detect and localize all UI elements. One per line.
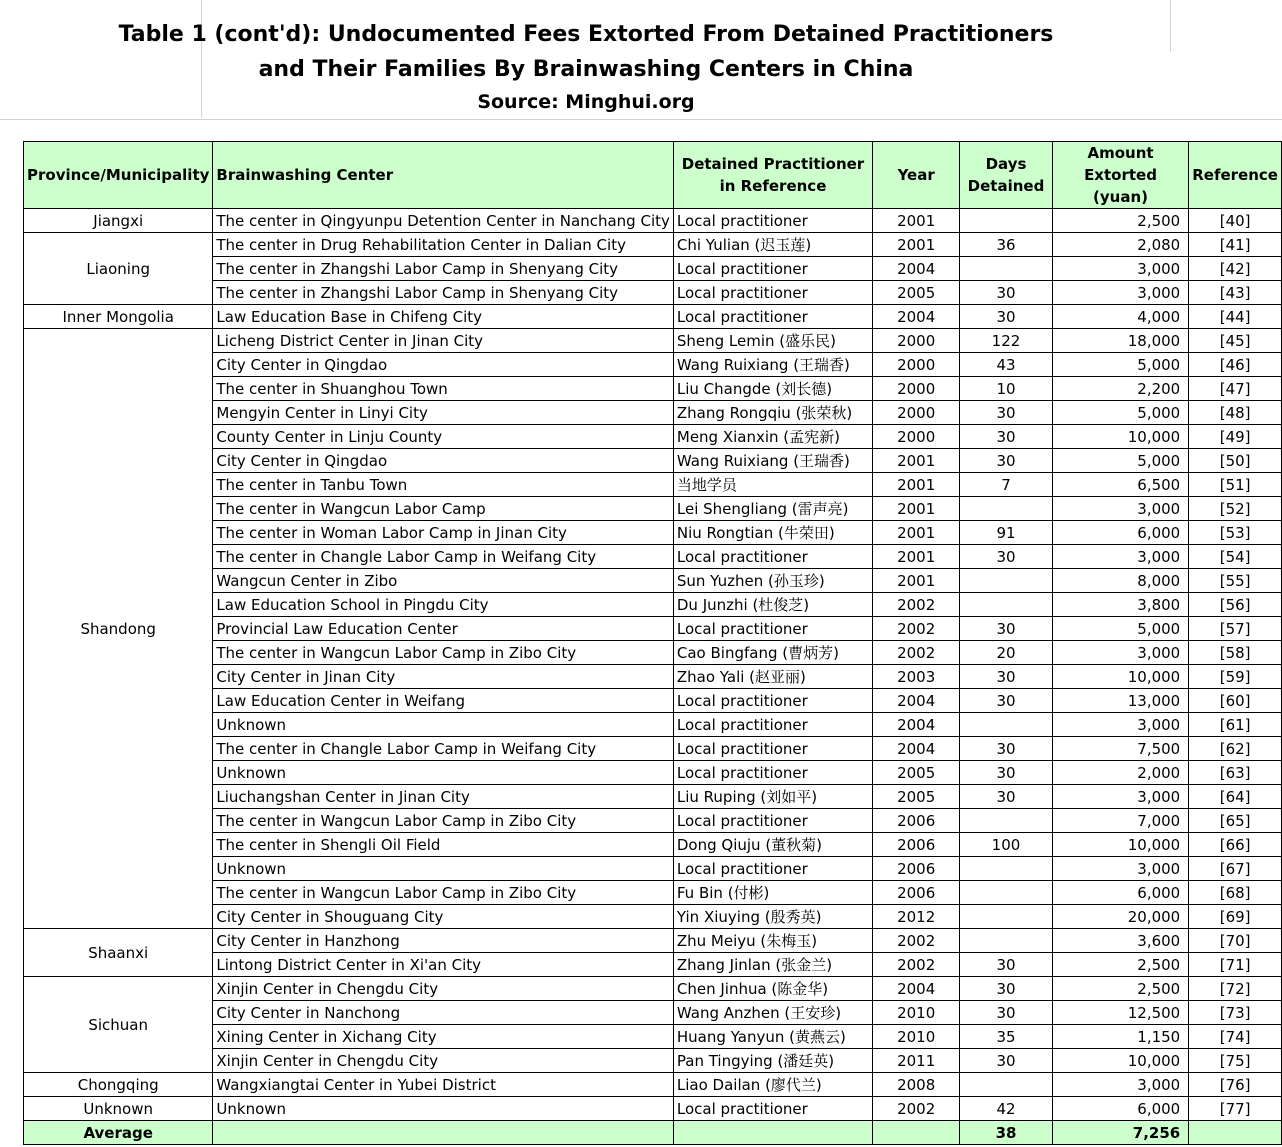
reference-cell: [63] [1189,761,1282,785]
center-cell: Xinjin Center in Chengdu City [213,977,673,1001]
days-cell: 30 [960,977,1053,1001]
table-row [24,425,1282,449]
table-row [24,377,1282,401]
center-cell: The center in Qingyunpu Detention Center in Nanchang City [213,209,673,233]
province-cell: Shandong [24,329,213,929]
year-cell: 2001 [873,449,960,473]
table-row [24,641,1282,665]
days-cell [960,593,1053,617]
center-cell: The center in Changle Labor Camp in Weifang City [213,737,673,761]
days-cell: 30 [960,665,1053,689]
practitioner-cell: Zhang Rongqiu (张荣秋) [673,401,872,425]
practitioner-cell: Sheng Lemin (盛乐民) [673,329,872,353]
province-cell: Jiangxi [24,209,213,233]
center-cell: City Center in Jinan City [213,665,673,689]
year-cell: 2000 [873,401,960,425]
table-row [24,329,1282,353]
practitioner-cell: Liu Changde (刘长德) [673,377,872,401]
days-cell [960,257,1053,281]
amount-cell: 6,500 [1052,473,1188,497]
year-cell: 2006 [873,857,960,881]
amount-cell: 6,000 [1052,1097,1188,1121]
year-cell: 2001 [873,473,960,497]
reference-cell: [70] [1189,929,1282,953]
days-cell [960,857,1053,881]
table-row [24,209,1282,233]
table-row [24,401,1282,425]
table-row [24,689,1282,713]
average-label: Average [24,1121,213,1145]
center-cell: The center in Wangcun Labor Camp in Zibo City [213,881,673,905]
practitioner-cell: Cao Bingfang (曹炳芳) [673,641,872,665]
year-cell: 2002 [873,929,960,953]
table-row [24,545,1282,569]
practitioner-cell: Pan Tingying (潘廷英) [673,1049,872,1073]
center-cell: County Center in Linju County [213,425,673,449]
table-row [24,785,1282,809]
amount-cell: 18,000 [1052,329,1188,353]
year-cell: 2001 [873,521,960,545]
average-empty-cell [673,1121,872,1145]
reference-cell: [76] [1189,1073,1282,1097]
practitioner-cell: Dong Qiuju (董秋菊) [673,833,872,857]
reference-cell: [72] [1189,977,1282,1001]
center-cell: Law Education Base in Chifeng City [213,305,673,329]
table-row [24,809,1282,833]
days-cell: 30 [960,425,1053,449]
col-header-center: Brainwashing Center [213,142,673,209]
reference-cell: [66] [1189,833,1282,857]
reference-cell: [43] [1189,281,1282,305]
reference-cell: [73] [1189,1001,1282,1025]
days-cell [960,881,1053,905]
fees-table [23,141,1282,1145]
amount-cell: 3,000 [1052,785,1188,809]
days-cell [960,1073,1053,1097]
year-cell: 2000 [873,425,960,449]
year-cell: 2001 [873,545,960,569]
table-row [24,449,1282,473]
practitioner-cell: Wang Anzhen (王安珍) [673,1001,872,1025]
amount-cell: 3,600 [1052,929,1188,953]
center-cell: Licheng District Center in Jinan City [213,329,673,353]
table-row [24,1025,1282,1049]
table-row [24,833,1282,857]
practitioner-cell: Huang Yanyun (黄燕云) [673,1025,872,1049]
table-title-line2: and Their Families By Brainwashing Centers in China [258,57,914,82]
center-cell: Unknown [213,1097,673,1121]
reference-cell: [47] [1189,377,1282,401]
center-cell: Wangcun Center in Zibo [213,569,673,593]
reference-cell: [48] [1189,401,1282,425]
amount-cell: 10,000 [1052,833,1188,857]
average-days: 38 [960,1121,1053,1145]
year-cell: 2005 [873,281,960,305]
amount-cell: 5,000 [1052,353,1188,377]
center-cell: City Center in Nanchong [213,1001,673,1025]
reference-cell: [67] [1189,857,1282,881]
year-cell: 2000 [873,329,960,353]
days-cell [960,209,1053,233]
center-cell: Unknown [213,761,673,785]
amount-cell: 5,000 [1052,617,1188,641]
days-cell: 100 [960,833,1053,857]
table-row [24,617,1282,641]
amount-cell: 3,000 [1052,857,1188,881]
center-cell: The center in Drug Rehabilitation Center in Dalian City [213,233,673,257]
days-cell: 91 [960,521,1053,545]
amount-cell: 10,000 [1052,425,1188,449]
table-row [24,857,1282,881]
year-cell: 2002 [873,593,960,617]
days-cell: 30 [960,689,1053,713]
days-cell [960,809,1053,833]
center-cell: Liuchangshan Center in Jinan City [213,785,673,809]
amount-cell: 8,000 [1052,569,1188,593]
year-cell: 2004 [873,977,960,1001]
amount-cell: 3,000 [1052,257,1188,281]
amount-cell: 20,000 [1052,905,1188,929]
center-cell: The center in Wangcun Labor Camp in Zibo City [213,809,673,833]
days-cell [960,905,1053,929]
average-empty-cell [873,1121,960,1145]
center-cell: Law Education Center in Weifang [213,689,673,713]
center-cell: The center in Zhangshi Labor Camp in Shenyang City [213,281,673,305]
practitioner-cell: Liu Ruping (刘如平) [673,785,872,809]
practitioner-cell: Zhu Meiyu (朱梅玉) [673,929,872,953]
reference-cell: [42] [1189,257,1282,281]
amount-cell: 3,000 [1052,281,1188,305]
practitioner-cell: Local practitioner [673,689,872,713]
days-cell: 42 [960,1097,1053,1121]
year-cell: 2002 [873,953,960,977]
center-cell: The center in Zhangshi Labor Camp in Shenyang City [213,257,673,281]
days-cell: 20 [960,641,1053,665]
center-cell: Wangxiangtai Center in Yubei District [213,1073,673,1097]
practitioner-cell: Niu Rongtian (牛荣田) [673,521,872,545]
table-row [24,953,1282,977]
amount-cell: 2,500 [1052,209,1188,233]
reference-cell: [55] [1189,569,1282,593]
days-cell: 30 [960,1001,1053,1025]
reference-cell: [75] [1189,1049,1282,1073]
table-row [24,1073,1282,1097]
reference-cell: [51] [1189,473,1282,497]
days-cell: 30 [960,449,1053,473]
amount-cell: 10,000 [1052,1049,1188,1073]
days-cell: 30 [960,545,1053,569]
header-row [24,142,1282,209]
days-cell: 10 [960,377,1053,401]
province-cell: Sichuan [24,977,213,1073]
reference-cell: [64] [1189,785,1282,809]
sheet-gridline [0,119,1282,120]
amount-cell: 3,000 [1052,1073,1188,1097]
center-cell: The center in Woman Labor Camp in Jinan City [213,521,673,545]
year-cell: 2008 [873,1073,960,1097]
year-cell: 2005 [873,761,960,785]
practitioner-cell: Yin Xiuying (殷秀英) [673,905,872,929]
practitioner-cell: Liao Dailan (廖代兰) [673,1073,872,1097]
province-cell: Unknown [24,1097,213,1121]
table-row [24,497,1282,521]
table-row [24,929,1282,953]
year-cell: 2004 [873,737,960,761]
practitioner-cell: Wang Ruixiang (王瑞香) [673,353,872,377]
reference-cell: [77] [1189,1097,1282,1121]
reference-cell: [68] [1189,881,1282,905]
average-row [24,1121,1282,1145]
year-cell: 2010 [873,1001,960,1025]
reference-cell: [57] [1189,617,1282,641]
amount-cell: 3,000 [1052,641,1188,665]
practitioner-cell: Local practitioner [673,281,872,305]
amount-cell: 4,000 [1052,305,1188,329]
days-cell: 30 [960,1049,1053,1073]
practitioner-cell: Local practitioner [673,761,872,785]
average-amount: 7,256 [1052,1121,1188,1145]
days-cell: 30 [960,281,1053,305]
province-cell: Shaanxi [24,929,213,977]
amount-cell: 2,080 [1052,233,1188,257]
days-cell [960,713,1053,737]
table-source: Source: Minghui.org [477,91,695,113]
center-cell: City Center in Shouguang City [213,905,673,929]
practitioner-cell: Zhao Yali (赵亚丽) [673,665,872,689]
practitioner-cell: Sun Yuzhen (孙玉珍) [673,569,872,593]
practitioner-cell: Local practitioner [673,305,872,329]
col-header-amount: Amount Extorted (yuan) [1052,142,1188,209]
reference-cell: [41] [1189,233,1282,257]
center-cell: The center in Shengli Oil Field [213,833,673,857]
reference-cell: [56] [1189,593,1282,617]
center-cell: Law Education School in Pingdu City [213,593,673,617]
table-row [24,473,1282,497]
col-header-reference: Reference [1189,142,1282,209]
amount-cell: 13,000 [1052,689,1188,713]
table-row [24,257,1282,281]
table-row [24,233,1282,257]
reference-cell: [40] [1189,209,1282,233]
year-cell: 2002 [873,1097,960,1121]
center-cell: The center in Wangcun Labor Camp [213,497,673,521]
amount-cell: 3,000 [1052,545,1188,569]
col-header-days: Days Detained [960,142,1053,209]
days-cell: 35 [960,1025,1053,1049]
center-cell: The center in Changle Labor Camp in Weifang City [213,545,673,569]
table-row [24,713,1282,737]
reference-cell: [69] [1189,905,1282,929]
days-cell: 30 [960,737,1053,761]
col-header-practitioner: Detained Practitioner in Reference [673,142,872,209]
table-row [24,1049,1282,1073]
practitioner-cell: Zhang Jinlan (张金兰) [673,953,872,977]
table-row [24,881,1282,905]
table-row [24,761,1282,785]
amount-cell: 6,000 [1052,521,1188,545]
province-cell: Chongqing [24,1073,213,1097]
center-cell: Unknown [213,857,673,881]
practitioner-cell: Local practitioner [673,1097,872,1121]
average-empty-cell [213,1121,673,1145]
reference-cell: [52] [1189,497,1282,521]
year-cell: 2000 [873,353,960,377]
year-cell: 2004 [873,689,960,713]
table-row [24,977,1282,1001]
practitioner-cell: Local practitioner [673,809,872,833]
table-row [24,353,1282,377]
table-row [24,305,1282,329]
table-row [24,1097,1282,1121]
amount-cell: 1,150 [1052,1025,1188,1049]
table-row [24,521,1282,545]
reference-cell: [45] [1189,329,1282,353]
days-cell: 30 [960,761,1053,785]
practitioner-cell: Local practitioner [673,257,872,281]
center-cell: Unknown [213,713,673,737]
amount-cell: 7,000 [1052,809,1188,833]
reference-cell: [50] [1189,449,1282,473]
table-row [24,569,1282,593]
practitioner-cell: Local practitioner [673,737,872,761]
days-cell: 30 [960,953,1053,977]
year-cell: 2002 [873,617,960,641]
year-cell: 2006 [873,881,960,905]
practitioner-cell: Wang Ruixiang (王瑞香) [673,449,872,473]
year-cell: 2001 [873,233,960,257]
amount-cell: 12,500 [1052,1001,1188,1025]
amount-cell: 5,000 [1052,449,1188,473]
center-cell: City Center in Hanzhong [213,929,673,953]
year-cell: 2012 [873,905,960,929]
year-cell: 2003 [873,665,960,689]
practitioner-cell: Lei Shengliang (雷声亮) [673,497,872,521]
amount-cell: 7,500 [1052,737,1188,761]
year-cell: 2004 [873,713,960,737]
center-cell: The center in Wangcun Labor Camp in Zibo City [213,641,673,665]
year-cell: 2006 [873,833,960,857]
year-cell: 2006 [873,809,960,833]
center-cell: City Center in Qingdao [213,353,673,377]
year-cell: 2000 [873,377,960,401]
table-row [24,665,1282,689]
practitioner-cell: 当地学员 [673,473,872,497]
reference-cell: [60] [1189,689,1282,713]
amount-cell: 6,000 [1052,881,1188,905]
amount-cell: 10,000 [1052,665,1188,689]
amount-cell: 3,800 [1052,593,1188,617]
amount-cell: 2,500 [1052,977,1188,1001]
practitioner-cell: Local practitioner [673,713,872,737]
practitioner-cell: Local practitioner [673,857,872,881]
amount-cell: 3,000 [1052,713,1188,737]
reference-cell: [62] [1189,737,1282,761]
center-cell: Lintong District Center in Xi'an City [213,953,673,977]
table-row [24,737,1282,761]
practitioner-cell: Chi Yulian (迟玉莲) [673,233,872,257]
year-cell: 2004 [873,305,960,329]
center-cell: City Center in Qingdao [213,449,673,473]
days-cell: 30 [960,785,1053,809]
year-cell: 2001 [873,569,960,593]
year-cell: 2005 [873,785,960,809]
amount-cell: 2,500 [1052,953,1188,977]
practitioner-cell: Local practitioner [673,209,872,233]
days-cell: 36 [960,233,1053,257]
reference-cell: [71] [1189,953,1282,977]
table-row [24,1001,1282,1025]
days-cell: 122 [960,329,1053,353]
year-cell: 2010 [873,1025,960,1049]
amount-cell: 3,000 [1052,497,1188,521]
province-cell: Liaoning [24,233,213,305]
reference-cell: [58] [1189,641,1282,665]
year-cell: 2011 [873,1049,960,1073]
amount-cell: 5,000 [1052,401,1188,425]
center-cell: The center in Tanbu Town [213,473,673,497]
center-cell: The center in Shuanghou Town [213,377,673,401]
table-row [24,905,1282,929]
reference-cell: [53] [1189,521,1282,545]
table-row [24,593,1282,617]
center-cell: Xining Center in Xichang City [213,1025,673,1049]
reference-cell: [65] [1189,809,1282,833]
days-cell: 43 [960,353,1053,377]
practitioner-cell: Du Junzhi (杜俊芝) [673,593,872,617]
days-cell [960,497,1053,521]
amount-cell: 2,000 [1052,761,1188,785]
reference-cell: [46] [1189,353,1282,377]
days-cell: 7 [960,473,1053,497]
days-cell: 30 [960,401,1053,425]
province-cell: Inner Mongolia [24,305,213,329]
practitioner-cell: Chen Jinhua (陈金华) [673,977,872,1001]
practitioner-cell: Meng Xianxin (孟宪新) [673,425,872,449]
reference-cell: [44] [1189,305,1282,329]
col-header-year: Year [873,142,960,209]
table-row [24,281,1282,305]
days-cell [960,569,1053,593]
average-empty-cell [1189,1121,1282,1145]
days-cell [960,929,1053,953]
days-cell: 30 [960,617,1053,641]
year-cell: 2004 [873,257,960,281]
reference-cell: [74] [1189,1025,1282,1049]
year-cell: 2001 [873,209,960,233]
center-cell: Mengyin Center in Linyi City [213,401,673,425]
practitioner-cell: Fu Bin (付彬) [673,881,872,905]
year-cell: 2002 [873,641,960,665]
reference-cell: [59] [1189,665,1282,689]
reference-cell: [54] [1189,545,1282,569]
reference-cell: [61] [1189,713,1282,737]
year-cell: 2001 [873,497,960,521]
table-title-line1: Table 1 (cont'd): Undocumented Fees Extorted From Detained Practitioners [118,22,1054,47]
practitioner-cell: Local practitioner [673,545,872,569]
practitioner-cell: Local practitioner [673,617,872,641]
days-cell: 30 [960,305,1053,329]
reference-cell: [49] [1189,425,1282,449]
amount-cell: 2,200 [1052,377,1188,401]
center-cell: Provincial Law Education Center [213,617,673,641]
center-cell: Xinjin Center in Chengdu City [213,1049,673,1073]
col-header-province: Province/Municipality [24,142,213,209]
